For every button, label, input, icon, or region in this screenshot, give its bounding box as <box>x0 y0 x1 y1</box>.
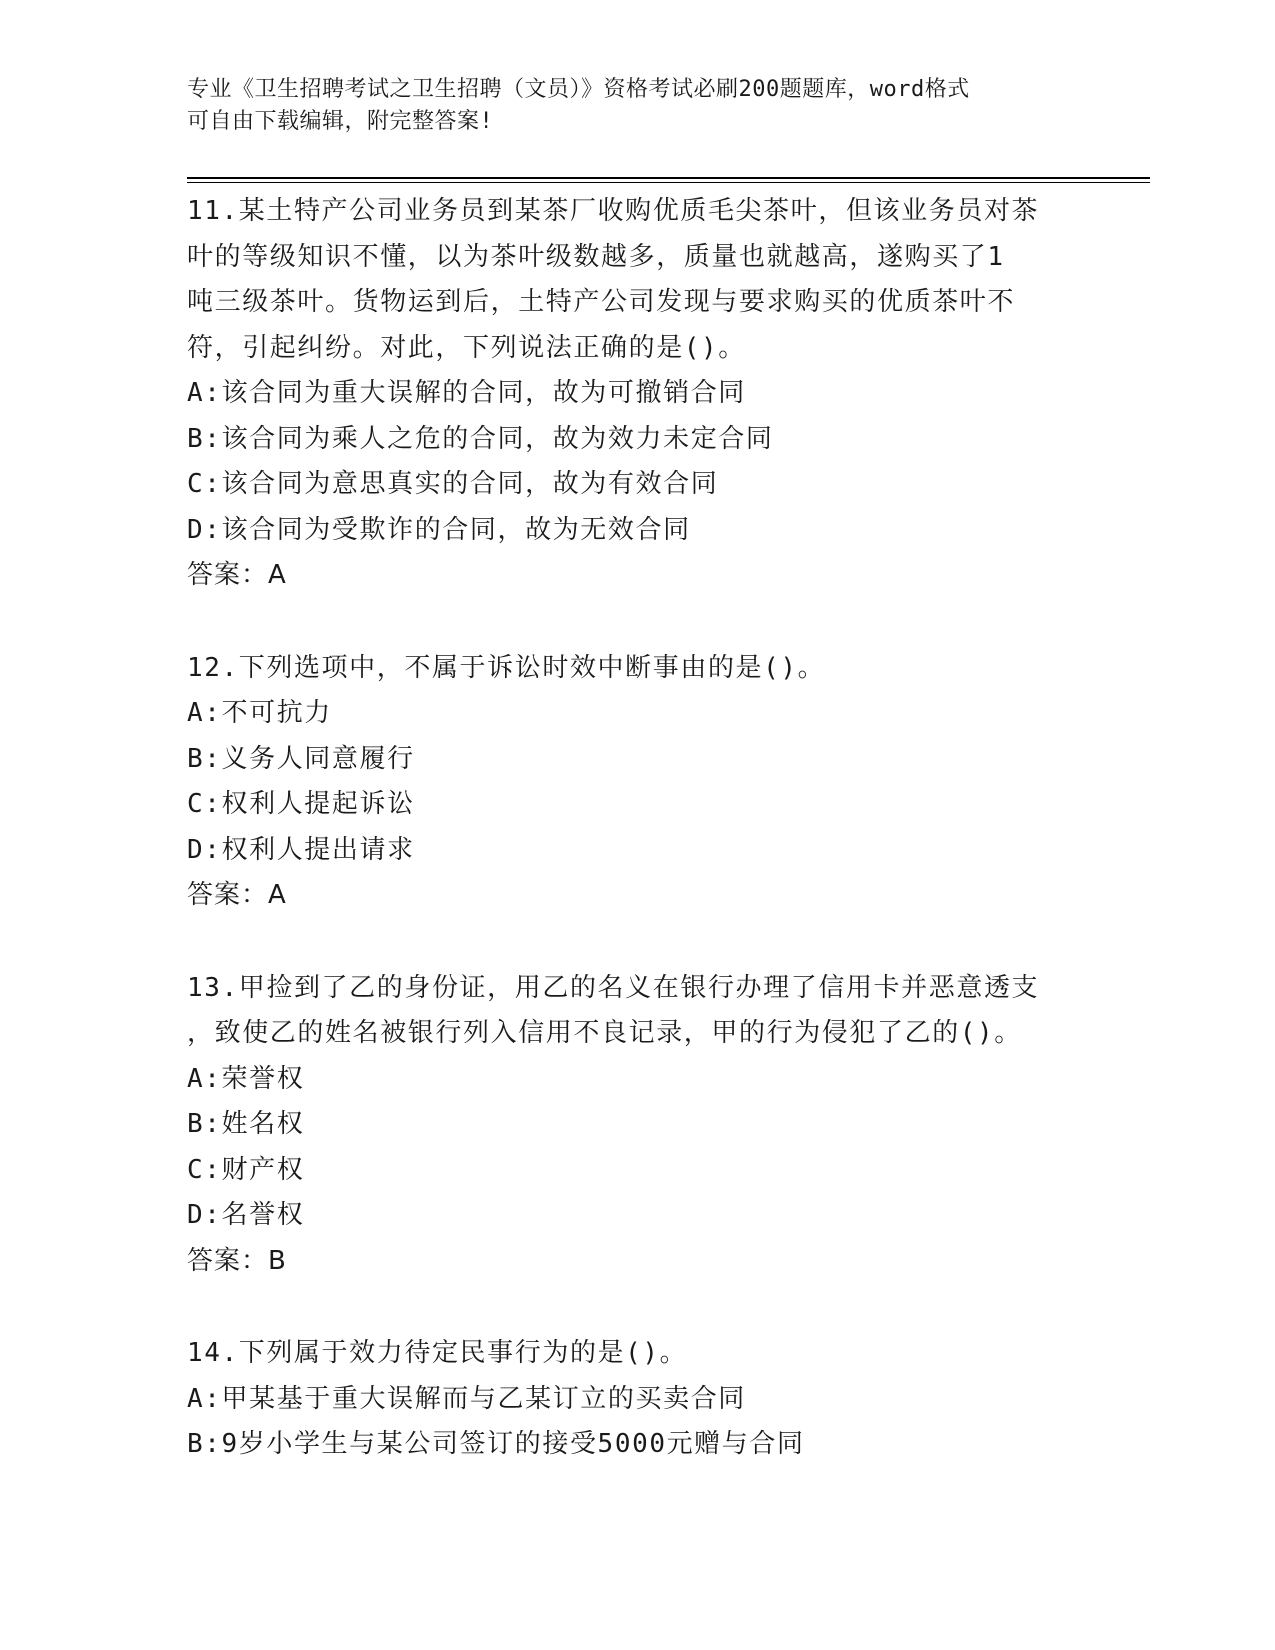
option-d: D:该合同为受欺诈的合同，故为无效合同 <box>187 514 691 545</box>
header-divider-thin <box>187 182 1150 183</box>
option-c: C:财产权 <box>187 1154 305 1185</box>
option-b: B:姓名权 <box>187 1109 305 1139</box>
header-divider-thick <box>187 177 1150 179</box>
option-b: B:9岁小学生与某公司签订的接受5000元赠与合同 <box>187 1429 805 1459</box>
question-text: ，致使乙的姓名被银行列入信用不良记录，甲的行为侵犯了乙的()。 <box>187 1018 1022 1048</box>
question-text: 13.甲捡到了乙的身份证，用乙的名义在银行办理了信用卡并恶意透支 <box>187 972 1040 1003</box>
option-a: A:荣誉权 <box>187 1063 305 1094</box>
question-12 <box>187 646 1087 919</box>
question-text: 12.下列选项中，不属于诉讼时效中断事由的是()。 <box>187 652 826 683</box>
question-14 <box>187 1331 1087 1468</box>
question-text: 11.某土特产公司业务员到某茶厂收购优质毛尖茶叶，但该业务员对茶 <box>187 196 1040 226</box>
question-11 <box>187 189 1087 599</box>
option-a: A:甲某基于重大误解而与乙某订立的买卖合同 <box>187 1383 746 1414</box>
question-13 <box>187 966 1087 1285</box>
option-b: B:义务人同意履行 <box>187 743 415 774</box>
header-line: 专业《卫生招聘考试之卫生招聘（文员）》资格考试必刷200题题库，word格式 <box>187 77 970 102</box>
question-list <box>187 189 1087 1515</box>
answer-line: 答案：A <box>187 880 287 910</box>
option-a: A:不可抗力 <box>187 698 332 728</box>
question-text: 符，引起纠纷。对此，下列说法正确的是()。 <box>187 332 746 363</box>
option-c: C:权利人提起诉讼 <box>187 789 415 819</box>
answer-line: 答案：A <box>187 560 287 590</box>
option-c: C:该合同为意思真实的合同，故为有效合同 <box>187 469 719 499</box>
option-a: A:该合同为重大误解的合同，故为可撤销合同 <box>187 378 746 408</box>
option-d: D:权利人提出请求 <box>187 834 415 865</box>
document-header <box>187 74 1087 138</box>
answer-line: 答案：B <box>187 1245 287 1276</box>
header-line: 可自由下载编辑，附完整答案! <box>187 109 494 134</box>
option-d: D:名誉权 <box>187 1200 305 1230</box>
question-text: 吨三级茶叶。货物运到后，土特产公司发现与要求购买的优质茶叶不 <box>187 287 1016 317</box>
question-text: 14.下列属于效力待定民事行为的是()。 <box>187 1338 688 1368</box>
question-text: 叶的等级知识不懂，以为茶叶级数越多，质量也就越高，遂购买了1 <box>187 241 1005 272</box>
option-b: B:该合同为乘人之危的合同，故为效力未定合同 <box>187 423 774 454</box>
